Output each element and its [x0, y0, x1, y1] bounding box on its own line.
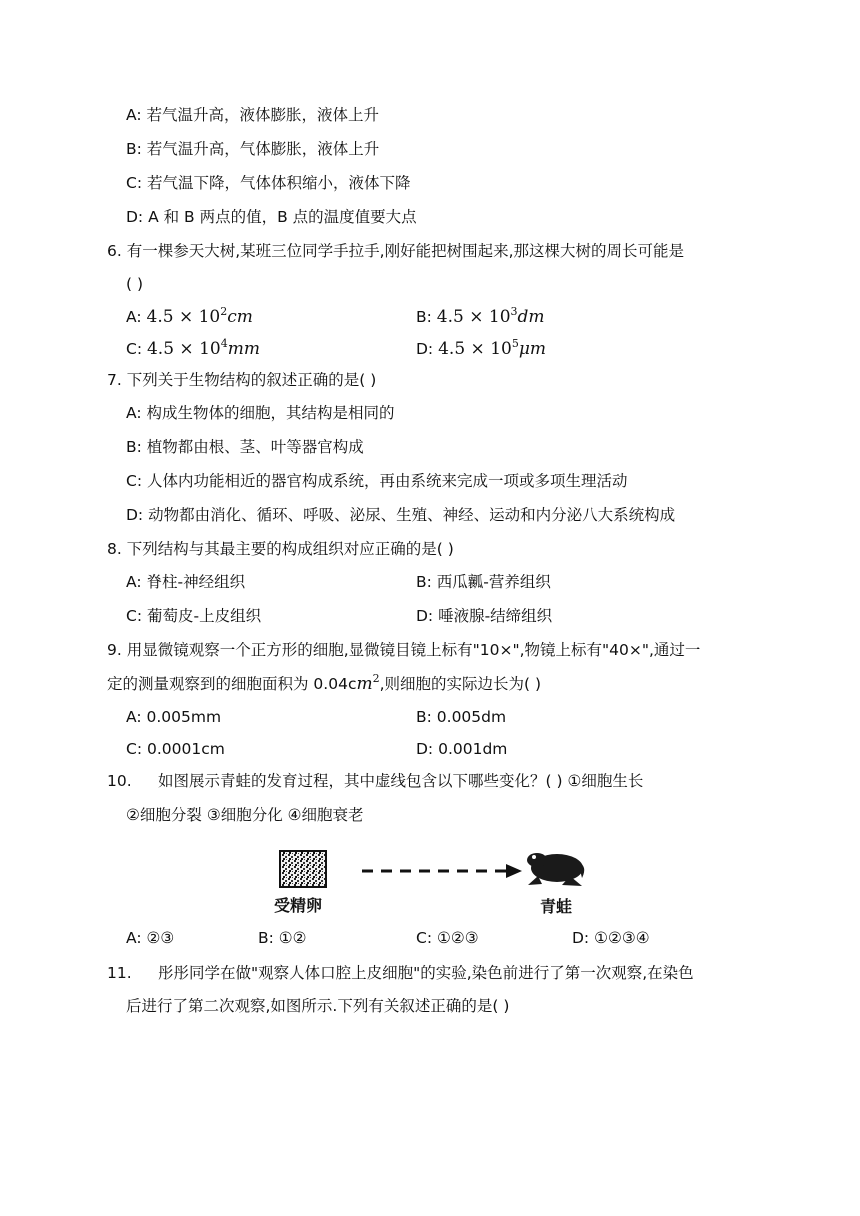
q6-stem: 6. 有一棵参天大树,某班三位同学手拉手,刚好能把树围起来,那这棵大树的周长可能是 [107, 242, 684, 260]
q5-option-b: B: 若气温升高，气体膨胀，液体上升 [126, 140, 380, 158]
arrow-head [506, 864, 522, 878]
q5-option-d: D: A 和 B 两点的值，B 点的温度值要大点 [126, 208, 417, 226]
q7-option-b: B: 植物都由根、茎、叶等器官构成 [126, 438, 364, 456]
q9-option-a: A: 0.005mm [126, 708, 222, 726]
q6-option-a [126, 306, 253, 328]
option-label: C: [126, 340, 143, 358]
option-label: B: [416, 308, 432, 326]
q9-stem-continued: 定的测量观察到的细胞面积为 $0.04cm^2$,则细胞的实际边长为( ) [107, 672, 542, 694]
q5-option-a: A: 若气温升高，液体膨胀，液体上升 [126, 106, 379, 124]
q10-option-a: A: ②③ [126, 929, 175, 947]
q8-option-b: B: 西瓜瓤-营养组织 [416, 573, 551, 591]
frog-development-figure [270, 848, 590, 918]
q8-option-c: C: 葡萄皮-上皮组织 [126, 607, 262, 625]
q10-stem-continued: ②细胞分裂 ③细胞分化 ④细胞衰老 [126, 806, 364, 824]
q6-option-b [416, 306, 545, 328]
frog-image [527, 853, 584, 886]
q5-option-c: C: 若气温下降，气体体积缩小，液体下降 [126, 174, 411, 192]
q8-option-d: D: 唾液腺-结缔组织 [416, 607, 553, 625]
option-formula: $4.5 \times 10^3dm$ [436, 305, 545, 327]
frog-label: 青蛙 [540, 897, 573, 916]
q10-number: 10. [107, 772, 132, 790]
q6-option-d [416, 338, 546, 360]
q10-option-b: B: ①② [258, 929, 307, 947]
q8-option-a: A: 脊柱-神经组织 [126, 573, 246, 591]
q8-stem: 8. 下列结构与其最主要的构成组织对应正确的是( ) [107, 540, 454, 558]
option-label: D: [416, 340, 434, 358]
q9-option-c: C: 0.0001cm [126, 740, 225, 758]
q7-option-c: C: 人体内功能相近的器官构成系统，再由系统来完成一项或多项生理活动 [126, 472, 628, 490]
option-formula: $4.5 \times 10^4mm$ [146, 337, 260, 359]
fertilized-egg-label: 受精卵 [274, 896, 323, 915]
q11-stem: 彤彤同学在做"观察人体口腔上皮细胞"的实验,染色前进行了第一次观察,在染色 [158, 964, 694, 982]
q11-number: 11. [107, 964, 132, 982]
q7-option-d: D: 动物都由消化、循环、呼吸、泌尿、生殖、神经、运动和内分泌八大系统构成 [126, 506, 676, 524]
q10-option-c: C: ①②③ [416, 929, 479, 947]
q10-stem: 如图展示青蛙的发育过程，其中虚线包含以下哪些变化？( ) ①细胞生长 [158, 772, 644, 790]
q9-stem: 9. 用显微镜观察一个正方形的细胞,显微镜目镜上标有"10×",物镜上标有"40×",通过一 [107, 641, 701, 659]
q6-stem-bracket: ( ) [126, 275, 144, 293]
q7-option-a: A: 构成生物体的细胞，其结构是相同的 [126, 404, 395, 422]
option-formula: $4.5 \times 10^2cm$ [146, 305, 253, 327]
q9-option-d: D: 0.001dm [416, 740, 508, 758]
q10-option-d: D: ①②③④ [572, 929, 650, 947]
q7-stem: 7. 下列关于生物结构的叙述正确的是( ) [107, 371, 377, 389]
fertilized-egg-image [280, 851, 326, 887]
option-formula: $4.5 \times 10^5\mu m$ [438, 337, 547, 359]
q11-stem-continued: 后进行了第二次观察,如图所示.下列有关叙述正确的是( ) [126, 997, 510, 1015]
q6-option-c [126, 338, 260, 360]
option-label: A: [126, 308, 142, 326]
q9-option-b: B: 0.005dm [416, 708, 507, 726]
